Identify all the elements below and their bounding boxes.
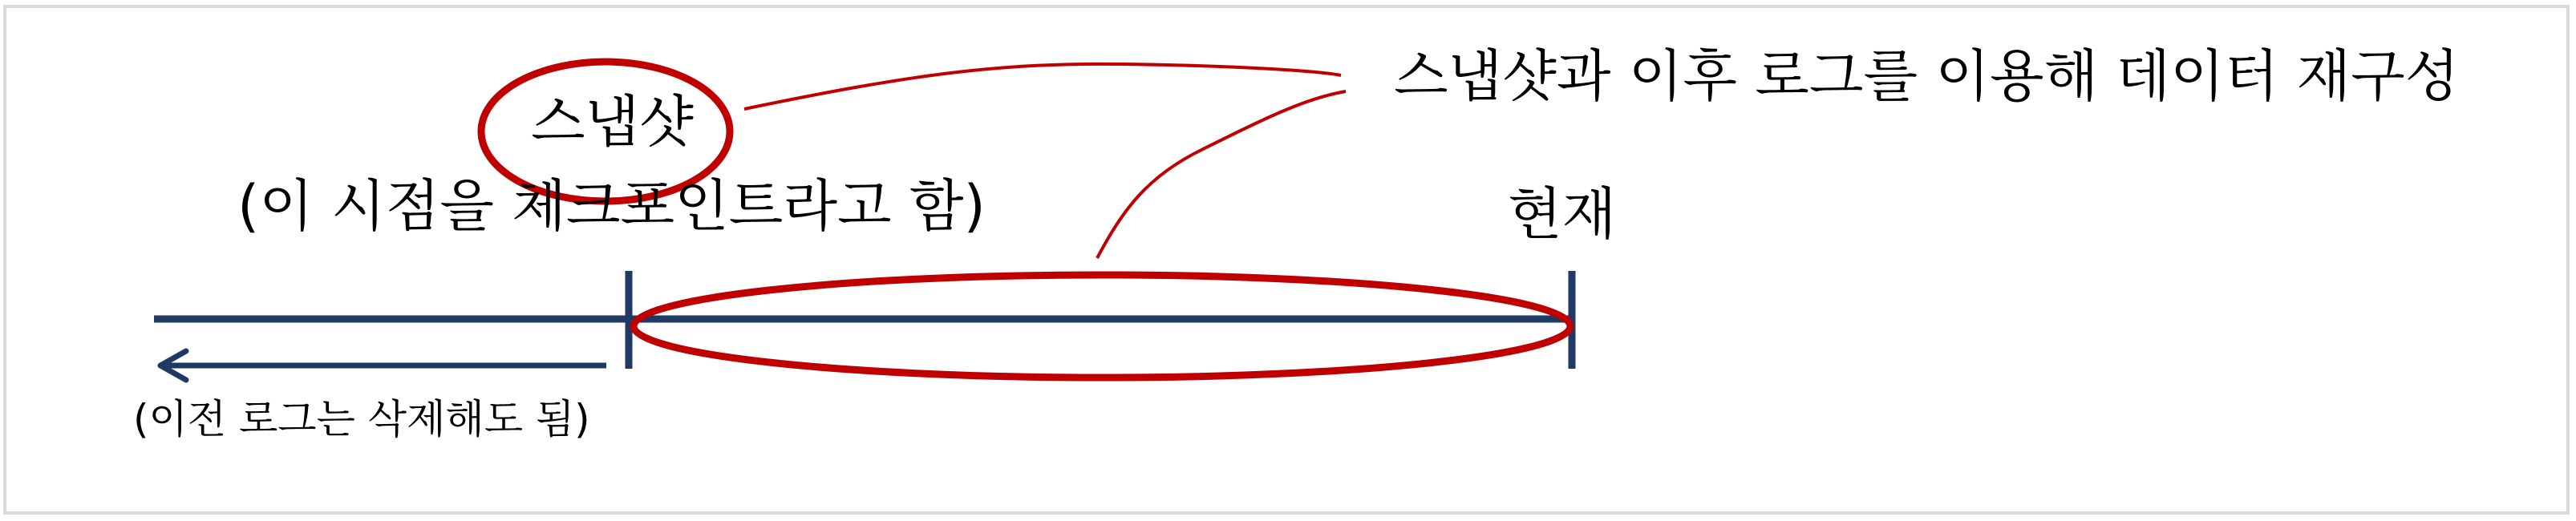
reconstruct-note: 스냅샷과 이후 로그를 이용해 데이터 재구성 [1394,43,2460,109]
snapshot-connector-curve [744,64,1341,109]
snapshot-label: 스냅샷 [531,89,694,155]
log-span-highlight-ellipse [634,275,1570,378]
checkpoint-note: (이 시점을 체크포인트라고 함) [237,173,986,239]
now-label: 현재 [1508,181,1617,247]
delete-logs-note: (이전 로그는 삭제해도 됨) [133,396,590,442]
log-connector-curve [1097,91,1346,258]
